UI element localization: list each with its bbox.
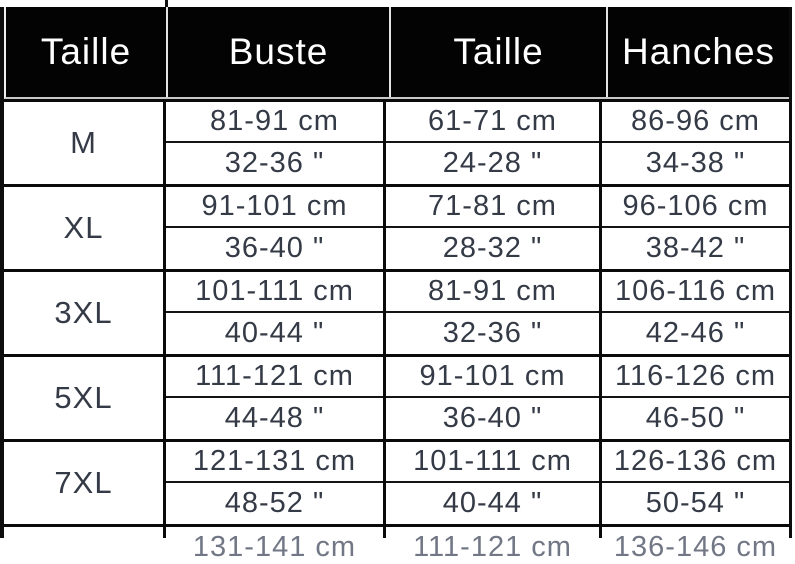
- size-label: 7XL: [4, 442, 166, 524]
- hips-cm-value: 96-106 cm: [602, 187, 789, 228]
- bust-inch-value: 36-40 ": [224, 232, 325, 264]
- hips-cm-value: 106-116 cm: [602, 272, 789, 313]
- hips-cm-value: 136-146 cm: [613, 531, 778, 563]
- size-label: 3XL: [4, 272, 166, 354]
- hips-cell: [602, 272, 789, 354]
- bust-cm-value: 131-141 cm: [192, 531, 357, 563]
- bust-inch-value: 48-52 ": [224, 487, 325, 519]
- bust-cell: [166, 357, 386, 439]
- header-cell-hips: Hanches: [606, 7, 789, 97]
- hips-cm-value: 126-136 cm: [602, 442, 789, 483]
- hips-cm-value: 116-126 cm: [602, 357, 789, 398]
- waist-inch-value: 36-40 ": [442, 402, 543, 434]
- bust-cell: [166, 527, 386, 563]
- hips-inch-value: 38-42 ": [645, 232, 746, 264]
- hips-inch-value: 42-46 ": [645, 317, 746, 349]
- waist-cell: [386, 272, 602, 354]
- header-cell-waist: Taille: [389, 7, 606, 97]
- bust-cm-value: 121-131 cm: [166, 442, 383, 483]
- hips-inch-value: 34-38 ": [645, 147, 746, 179]
- size-label: [4, 527, 166, 538]
- hips-cell: [602, 527, 789, 563]
- waist-cm-value: 91-101 cm: [386, 357, 599, 398]
- size-chart-table: [0, 7, 792, 563]
- hips-inch-value: 50-54 ": [645, 487, 746, 519]
- table-row-3xl: [4, 272, 789, 357]
- bust-inch-value: 44-48 ": [224, 402, 325, 434]
- table-header-row: [4, 7, 789, 99]
- bust-cm-value: 111-121 cm: [166, 357, 383, 398]
- waist-cm-value: 81-91 cm: [386, 272, 599, 313]
- waist-cm-value: 61-71 cm: [386, 102, 599, 143]
- waist-cell: [386, 527, 602, 563]
- bust-inch-value: 32-36 ": [224, 147, 325, 179]
- waist-cm-value: 111-121 cm: [413, 531, 572, 563]
- bust-cell: [166, 442, 386, 524]
- waist-cm-value: 101-111 cm: [386, 442, 599, 483]
- waist-inch-value: 24-28 ": [442, 147, 543, 179]
- waist-cell: [386, 102, 602, 184]
- table-row-5xl: [4, 357, 789, 442]
- waist-inch-value: 32-36 ": [442, 317, 543, 349]
- waist-cm-value: 71-81 cm: [386, 187, 599, 228]
- waist-inch-value: 28-32 ": [442, 232, 543, 264]
- size-label: 5XL: [4, 357, 166, 439]
- hips-cell: [602, 357, 789, 439]
- hips-cm-value: 86-96 cm: [602, 102, 789, 143]
- hips-cell: [602, 187, 789, 269]
- table-row-xl: [4, 187, 789, 272]
- table-row-7xl: [4, 442, 789, 527]
- bust-cm-value: 81-91 cm: [166, 102, 383, 143]
- header-cell-bust: Buste: [166, 7, 389, 97]
- bust-cm-value: 91-101 cm: [166, 187, 383, 228]
- size-label: XL: [4, 187, 166, 269]
- hips-inch-value: 46-50 ": [645, 402, 746, 434]
- table-row-cutoff: [4, 527, 789, 563]
- hips-cell: [602, 102, 789, 184]
- table-row-m: [4, 102, 789, 187]
- waist-inch-value: 40-44 ": [442, 487, 543, 519]
- hips-cell: [602, 442, 789, 524]
- waist-cell: [386, 442, 602, 524]
- waist-cell: [386, 357, 602, 439]
- bust-cell: [166, 102, 386, 184]
- waist-cell: [386, 187, 602, 269]
- size-label: M: [4, 102, 166, 184]
- bust-cm-value: 101-111 cm: [166, 272, 383, 313]
- bust-cell: [166, 187, 386, 269]
- header-cell-size: Taille: [40, 31, 132, 72]
- bust-inch-value: 40-44 ": [224, 317, 325, 349]
- bust-cell: [166, 272, 386, 354]
